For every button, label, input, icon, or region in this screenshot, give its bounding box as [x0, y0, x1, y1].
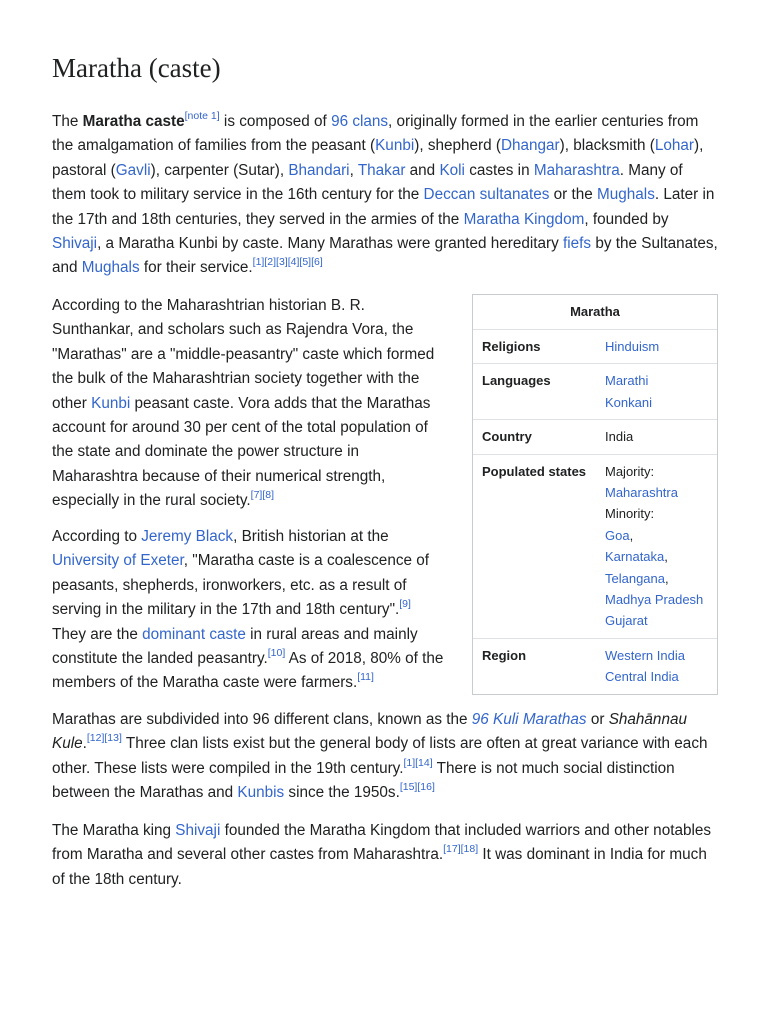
text-run: for their service.: [139, 259, 253, 277]
link-hinduism[interactable]: Hinduism: [605, 339, 660, 354]
citation-group: [443, 843, 478, 855]
citation-group: [268, 647, 286, 659]
link-kunbis[interactable]: Kunbis: [237, 784, 285, 802]
text-run: According to: [52, 528, 142, 545]
text-run: since the 1950s.: [284, 784, 400, 802]
infobox-label: Region: [482, 647, 527, 663]
intro-paragraph: [52, 110, 718, 281]
clans-paragraph: [52, 708, 718, 806]
infobox-row-region: [473, 639, 717, 694]
link-mughals[interactable]: Mughals: [597, 186, 655, 204]
text-run: Marathas are subdivided into 96 different clans, known as the: [52, 711, 472, 728]
link-96-clans[interactable]: 96 clans: [331, 113, 389, 130]
citation-link[interactable]: [7]: [250, 489, 263, 502]
citation-group: [357, 671, 374, 683]
link-kunbi[interactable]: Kunbi: [375, 137, 415, 155]
link-karnataka[interactable]: Karnataka: [605, 549, 665, 565]
text-run: peasant caste. Vora adds that the Marathas account for around 30 per cent of the total population of the state and dominate the power structure in Maharashtra because of their numerical strength, especially in the rural society.: [52, 394, 431, 510]
link-gavli[interactable]: Gavli: [115, 161, 151, 179]
link-maratha-kingdom[interactable]: Maratha Kingdom: [463, 210, 585, 228]
link-jeremy-black[interactable]: Jeremy Black: [141, 528, 234, 545]
text-run: or the: [549, 186, 598, 204]
text-run: , "Maratha caste is a coalescence of peasants, shepherds, ironworkers, etc. as a result of serving in the military in the 17th and 18th century".: [52, 552, 429, 619]
infobox-value: [605, 336, 717, 357]
link-shivaji[interactable]: Shivaji: [175, 822, 221, 839]
citation-link[interactable]: [8]: [262, 489, 275, 502]
text-run: .: [82, 735, 87, 753]
text-run: castes in: [464, 161, 534, 179]
text-run: , originally formed in the earlier centuries from the amalgamation of families from the peasant (: [52, 113, 699, 155]
link-lohar[interactable]: Lohar: [654, 137, 694, 155]
infobox-row-populated-states: [473, 455, 717, 639]
citation-link[interactable]: [2]: [264, 256, 277, 269]
citation-link[interactable]: [10]: [267, 647, 286, 660]
text-run: ), blacksmith (: [559, 137, 655, 155]
separator: ,: [629, 527, 634, 543]
citation-link[interactable]: [16]: [417, 781, 435, 794]
link-konkani[interactable]: Konkani: [605, 394, 652, 410]
text-run: ,: [349, 161, 358, 179]
infobox-value: [605, 461, 717, 632]
jeremy-black-paragraph: [52, 525, 444, 696]
link-fiefs[interactable]: fiefs: [563, 235, 592, 253]
citation-group: [87, 732, 122, 744]
link-kunbi[interactable]: Kunbi: [91, 394, 131, 412]
citation-group: [251, 489, 274, 501]
infobox-row-languages: [473, 364, 717, 420]
text-run: or: [586, 711, 609, 728]
link-bhandari[interactable]: Bhandari: [288, 161, 350, 179]
citation-link[interactable]: [18]: [460, 843, 479, 856]
separator: ,: [665, 570, 669, 586]
link-maharashtra[interactable]: Maharashtra: [605, 485, 678, 501]
citation-link[interactable]: [1]: [252, 256, 265, 269]
citation-link[interactable]: [4]: [287, 256, 300, 269]
infobox: [472, 294, 718, 695]
link-deccan-sultanates[interactable]: Deccan sultanates: [423, 186, 550, 204]
text-run: There is not much social distinction between the Marathas and: [52, 759, 675, 802]
text-run: The Maratha king: [52, 822, 176, 839]
link-maharashtra[interactable]: Maharashtra: [533, 161, 620, 179]
citation-link[interactable]: [3]: [276, 256, 288, 269]
citation-link[interactable]: [15]: [399, 781, 418, 794]
kingdom-paragraph: [52, 819, 718, 892]
note-reference[interactable]: [185, 110, 220, 122]
minority-label: Minority:: [605, 506, 655, 522]
text-run: by the Sultanates, and: [52, 235, 718, 277]
link-gujarat[interactable]: Gujarat: [605, 613, 648, 629]
infobox-value: [605, 370, 717, 413]
text-run: According to the Maharashtrian historian B. R. Sunthankar, and scholars such as Rajendra Vora, the "Marathas" are a "middle-peasantry" caste which formed the bulk of the Maharashtrian society together with the other: [52, 297, 435, 412]
link-telangana[interactable]: Telangana: [605, 570, 665, 586]
text-run: They are the: [52, 625, 143, 643]
citation-group: [399, 598, 411, 610]
link-central-india[interactable]: Central India: [605, 669, 679, 685]
link-thakar[interactable]: Thakar: [357, 161, 406, 179]
citation-link[interactable]: [9]: [399, 598, 411, 611]
historian-paragraph: [52, 294, 444, 514]
text-run: Three clan lists exist but the general body of lists are often at great variance with each other. These lists were compiled in the 19th century.: [52, 735, 708, 777]
citation-link[interactable]: [1]: [403, 756, 416, 769]
text-run: . Many of them took to military service in the 16th century for the: [52, 161, 683, 204]
infobox-label: Languages: [482, 373, 551, 389]
infobox-label: Religions: [482, 339, 541, 354]
infobox-row-country: [473, 420, 717, 454]
citation-link[interactable]: [14]: [415, 756, 433, 769]
link-dominant-caste[interactable]: dominant caste: [142, 625, 246, 643]
citation-group: [400, 781, 435, 793]
text-run: founded the Maratha Kingdom that included warriors and other notables from Maratha and several other castes from Maharashtra.: [52, 822, 712, 864]
citation-link[interactable]: [17]: [443, 843, 461, 856]
text-run: . Later in the 17th and 18th centuries, they served in the armies of the: [52, 186, 715, 228]
page-title: Maratha (caste): [52, 53, 221, 83]
citation-link[interactable]: [13]: [104, 732, 122, 745]
link-madhya-pradesh[interactable]: Madhya Pradesh: [605, 592, 704, 608]
text-run: It was dominant in India for much of the 18th century.: [52, 846, 707, 888]
note-1-link[interactable]: [note 1]: [184, 110, 220, 122]
link-marathi[interactable]: Marathi: [605, 373, 649, 389]
text-run: , British historian at the: [233, 528, 389, 545]
link-shivaji[interactable]: Shivaji: [52, 235, 98, 253]
infobox-value: India: [605, 429, 634, 445]
link-96-kuli-marathas[interactable]: 96 Kuli Marathas: [471, 711, 587, 728]
citation-group: [253, 256, 323, 268]
bold-term: Maratha caste: [82, 113, 185, 130]
text-run: and: [405, 161, 440, 179]
majority-label: Majority:: [605, 463, 655, 479]
text-run: ), pastoral (: [52, 137, 704, 179]
infobox-label: Country: [482, 429, 532, 445]
text-run: , a Maratha Kunbi by caste. Many Marathas were granted hereditary: [97, 235, 564, 253]
text-run: ), shepherd (: [414, 137, 501, 155]
infobox-value: [605, 645, 717, 688]
citation-link[interactable]: [12]: [86, 732, 105, 745]
text-run: , founded by: [584, 210, 669, 228]
text-run: The: [52, 113, 83, 130]
link-goa[interactable]: Goa: [605, 527, 630, 543]
link-mughals[interactable]: Mughals: [81, 259, 140, 277]
citation-link[interactable]: [11]: [357, 671, 374, 684]
text-run: As of 2018, 80% of the members of the Maratha caste were farmers.: [52, 650, 444, 692]
citation-link[interactable]: [5]: [299, 256, 312, 269]
infobox-row-religions: [473, 330, 717, 364]
infobox-title: Maratha: [473, 295, 717, 330]
link-dhangar[interactable]: Dhangar: [500, 137, 560, 155]
italic-term: Shahānnau Kule: [52, 711, 687, 753]
text-run: is composed of: [219, 113, 332, 130]
text-run: ), carpenter (Sutar),: [150, 161, 289, 179]
link-western-india[interactable]: Western India: [605, 647, 685, 663]
separator: ,: [664, 549, 668, 565]
citation-group: [403, 757, 432, 769]
infobox-label: Populated states: [482, 463, 587, 479]
link-university-of-exeter[interactable]: University of Exeter: [52, 552, 184, 570]
citation-link[interactable]: [6]: [311, 256, 323, 269]
link-koli[interactable]: Koli: [439, 161, 465, 179]
text-run: in rural areas and mainly constitute the landed peasantry.: [52, 625, 418, 668]
